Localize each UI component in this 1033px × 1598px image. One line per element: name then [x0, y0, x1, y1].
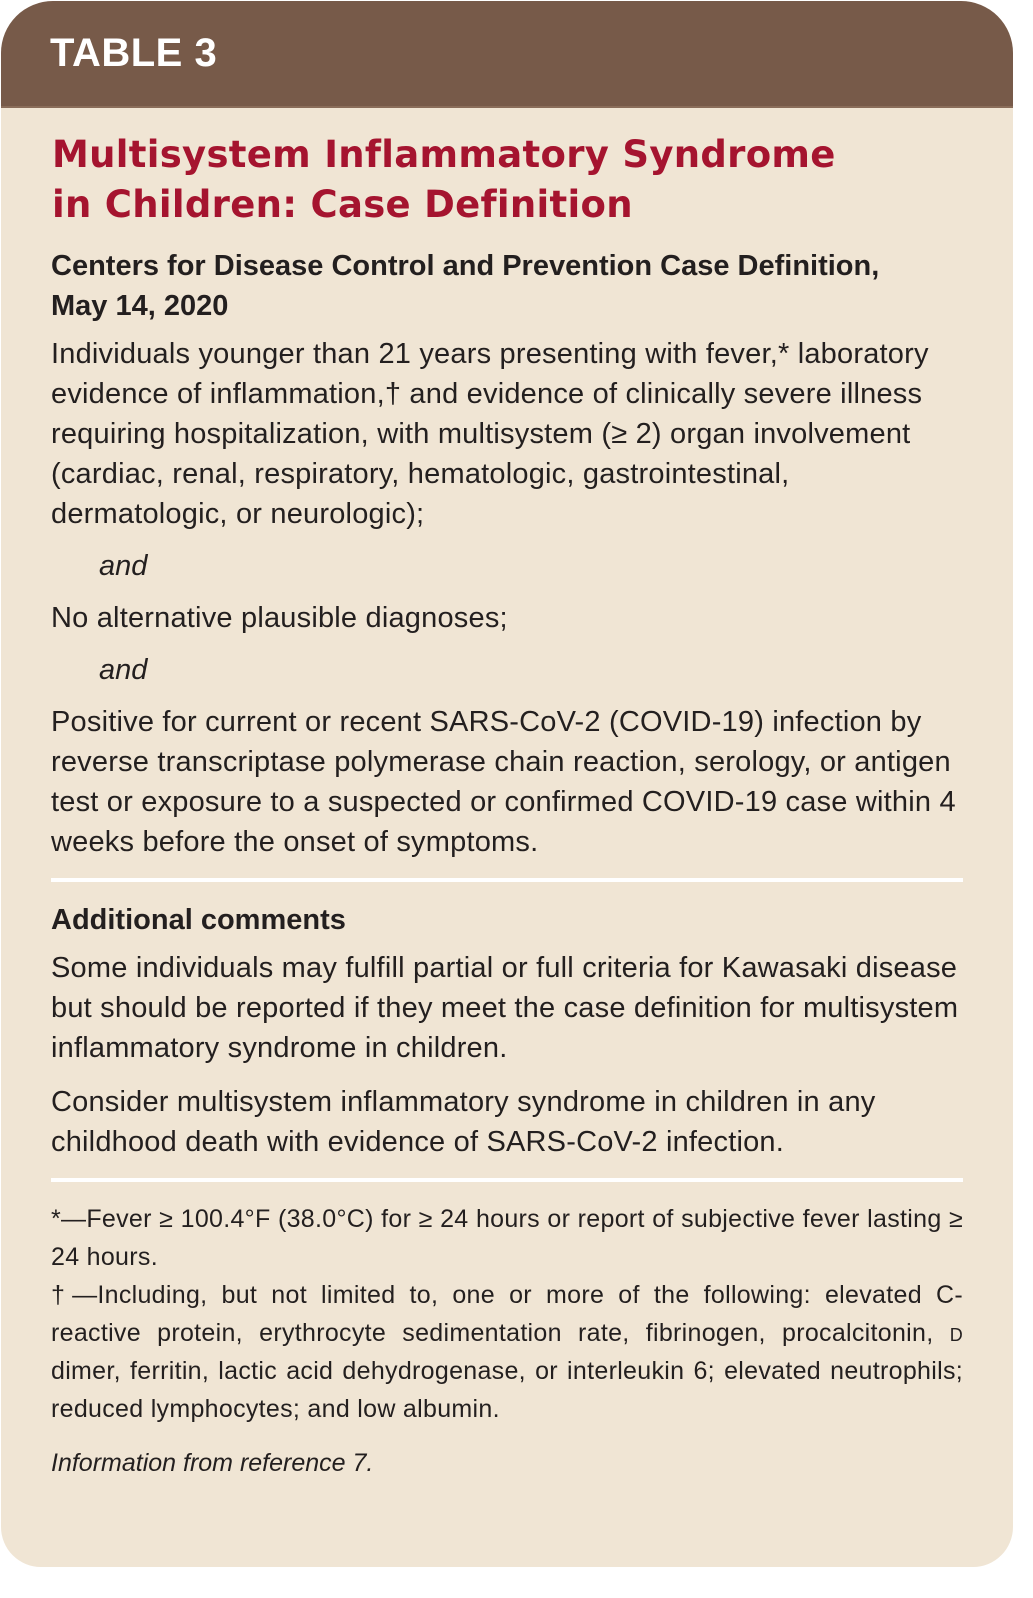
conjunction-and-1: and [99, 550, 148, 582]
criterion-1: Individuals younger than 21 years presenting with fever,* laboratory evidence of inflammation,† and evidence of clinically severe illness requiring hospitalization, with multisystem (≥ 2) organ involvement (cardiac, renal, respiratory, hematologic, gastrointestinal, dermatologic, or neurologic); [51, 338, 929, 530]
footnote-dagger [51, 1276, 963, 1428]
table-label: TABLE 3 [50, 31, 218, 75]
footnote-dagger-part-2: dimer, ferritin, lactic acid dehydrogenase, or interleukin 6; elevated neutrophils; reduced lymphocytes; and low albumin. [51, 1357, 963, 1423]
table-title-line-1: Multisystem Inflammatory Syndrome [52, 133, 836, 176]
definition-heading-line-2: May 14, 2020 [51, 290, 229, 322]
table-title-line-2: in Children: Case Definition [52, 183, 633, 226]
footnote-asterisk: *—Fever ≥ 100.4°F (38.0°C) for ≥ 24 hours or report of subjective fever lasting ≥ 24 hours. [51, 1205, 963, 1271]
table-header-bar [1, 1, 1013, 108]
comment-paragraph-1: Some individuals may fulfill partial or full criteria for Kawasaki disease but should be reported if they meet the case definition for multisystem inflammatory syndrome in children. [51, 952, 959, 1064]
footnote-dagger-part-1: †—Including, but not limited to, one or more of the following: elevated C-reactive protein, erythrocyte sedimentation rate, fibrinogen, procalcitonin, [51, 1281, 963, 1347]
criterion-2: No alternative plausible diagnoses; [51, 602, 508, 634]
section-divider-2 [51, 1178, 963, 1182]
table-title [52, 130, 963, 230]
table-card [1, 1, 1013, 1567]
section-divider-1 [51, 878, 963, 882]
paragraph-gap [51, 1068, 963, 1082]
criterion-3: Positive for current or recent SARS-CoV-2 (COVID-19) infection by reverse transcriptase polymerase chain reaction, serology, or antigen test or exposure to a suspected or confirmed COVID-19 case within 4 weeks before the onset of symptoms. [51, 706, 956, 858]
definition-heading [51, 246, 963, 326]
conjunction-and-2: and [99, 654, 148, 686]
definition-heading-line-1: Centers for Disease Control and Prevention Case Definition, [51, 250, 880, 282]
table-content [1, 108, 1013, 1482]
footnote-dagger-smallcap: d [949, 1319, 963, 1347]
source-reference: Information from reference 7. [51, 1449, 374, 1477]
comments-heading: Additional comments [51, 904, 346, 936]
comment-paragraph-2: Consider multisystem inflammatory syndrome in children in any childhood death with evidence of SARS-CoV-2 infection. [51, 1086, 876, 1158]
